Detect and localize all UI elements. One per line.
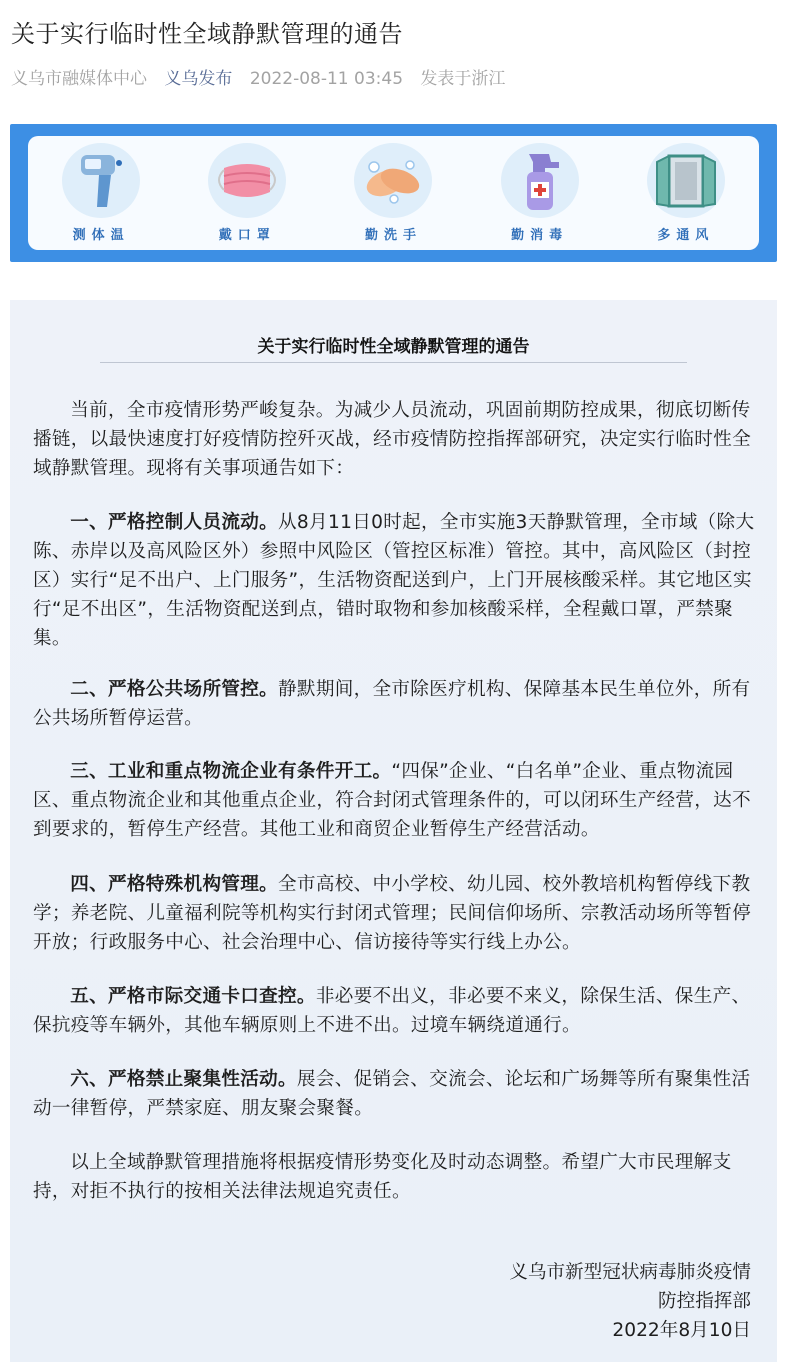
notice-document xyxy=(10,300,777,1362)
signature-date: 2022年8月10日 xyxy=(612,1320,751,1341)
section-paragraph xyxy=(33,508,759,653)
spray-icon xyxy=(515,148,565,214)
section-paragraph xyxy=(33,982,759,1040)
mask-icon xyxy=(214,156,280,206)
page-title: 关于实行临时性全域静默管理的通告 xyxy=(11,20,403,48)
signature-org-line1: 义乌市新型冠状病毒肺炎疫情 xyxy=(509,1262,751,1283)
tile-ventilate xyxy=(626,143,746,243)
tile-label: 戴口罩 xyxy=(218,228,276,243)
section-paragraph xyxy=(33,757,759,844)
section-heading: 五、严格市际交通卡口查控。 xyxy=(70,986,316,1007)
title-divider xyxy=(100,362,687,363)
tile-thermometer xyxy=(41,143,161,243)
thermometer-icon xyxy=(71,149,131,213)
section-paragraph xyxy=(33,675,759,733)
section-paragraph xyxy=(33,870,759,957)
article-meta xyxy=(11,64,517,89)
signature-block xyxy=(509,1258,751,1345)
tile-label: 测体温 xyxy=(72,228,130,243)
publish-datetime: 2022-08-11 03:45 xyxy=(249,69,404,89)
hands-icon xyxy=(360,153,426,209)
section-heading: 四、严格特殊机构管理。 xyxy=(70,874,279,895)
tile-label: 多通风 xyxy=(657,228,715,243)
notice-title: 关于实行临时性全域静默管理的通告 xyxy=(257,337,530,357)
tile-label: 勤洗手 xyxy=(364,228,422,243)
section-heading: 六、严格禁止聚集性活动。 xyxy=(70,1069,297,1090)
section-heading: 一、严格控制人员流动。 xyxy=(70,512,279,533)
section-paragraph xyxy=(33,1065,759,1123)
section-text: 展会、促销会、交流会、论坛和广场舞等所有聚集性活动一律暂停，严禁家庭、朋友聚会聚餐。 xyxy=(33,1069,751,1119)
intro-paragraph: 当前，全市疫情形势严峻复杂。为减少人员流动，巩固前期防控成果，彻底切断传播链，以最快速度打好疫情防控歼灭战，经市疫情防控指挥部研究，决定实行临时性全域静默管理。现将有关事项通告如下： xyxy=(33,400,751,479)
banner-panel xyxy=(28,136,759,250)
section-text: “四保”企业、“白名单”企业、重点物流园区、重点物流企业和其他重点企业，符合封闭式管理条件的，可以闭环生产经营，达不到要求的，暂停生产经营。其他工业和商贸企业暂停生产经营活动。 xyxy=(33,761,751,840)
tile-handwash xyxy=(333,143,453,243)
closing-paragraph: 以上全域静默管理措施将根据疫情形势变化及时动态调整。希望广大市民理解支持，对拒不执行的按相关法律法规追究责任。 xyxy=(33,1152,732,1202)
section-heading: 二、严格公共场所管控。 xyxy=(70,679,279,700)
tile-mask xyxy=(187,143,307,243)
account-link[interactable]: 义乌发布 xyxy=(164,69,233,89)
window-icon xyxy=(653,150,719,212)
section-text: 全市高校、中小学校、幼儿园、校外教培机构暂停线下教学；养老院、儿童福利院等机构实行封闭式管理；民间信仰场所、宗教活动场所等暂停开放；行政服务中心、社会治理中心、信访接待等实行线上办公。 xyxy=(33,874,751,953)
section-heading: 三、工业和重点物流企业有条件开工。 xyxy=(70,761,392,782)
section-text: 从8月11日0时起，全市实施3天静默管理，全市域（除大陈、赤岸以及高风险区外）参照中风险区（管控区标准）管控。其中，高风险区（封控区）实行“足不出户、上门服务”，生活物资配送到户，上门开展核酸采样。其它地区实行“足不出区”，生活物资配送到点，错时取物和参加核酸采样，全程戴口罩，严禁聚集。 xyxy=(33,512,755,649)
section-text: 非必要不出义，非必要不来义，除保生活、保生产、保抗疫等车辆外，其他车辆原则上不进不出。过境车辆绕道通行。 xyxy=(33,986,751,1036)
tile-label: 勤消毒 xyxy=(511,228,569,243)
source-name: 义乌市融媒体中心 xyxy=(11,69,147,89)
section-text: 静默期间，全市除医疗机构、保障基本民生单位外，所有公共场所暂停运营。 xyxy=(33,679,751,729)
tile-disinfect xyxy=(480,143,600,243)
publish-location: 发表于浙江 xyxy=(420,69,506,89)
signature-org-line2: 防控指挥部 xyxy=(658,1291,751,1312)
prevention-banner xyxy=(10,124,777,262)
